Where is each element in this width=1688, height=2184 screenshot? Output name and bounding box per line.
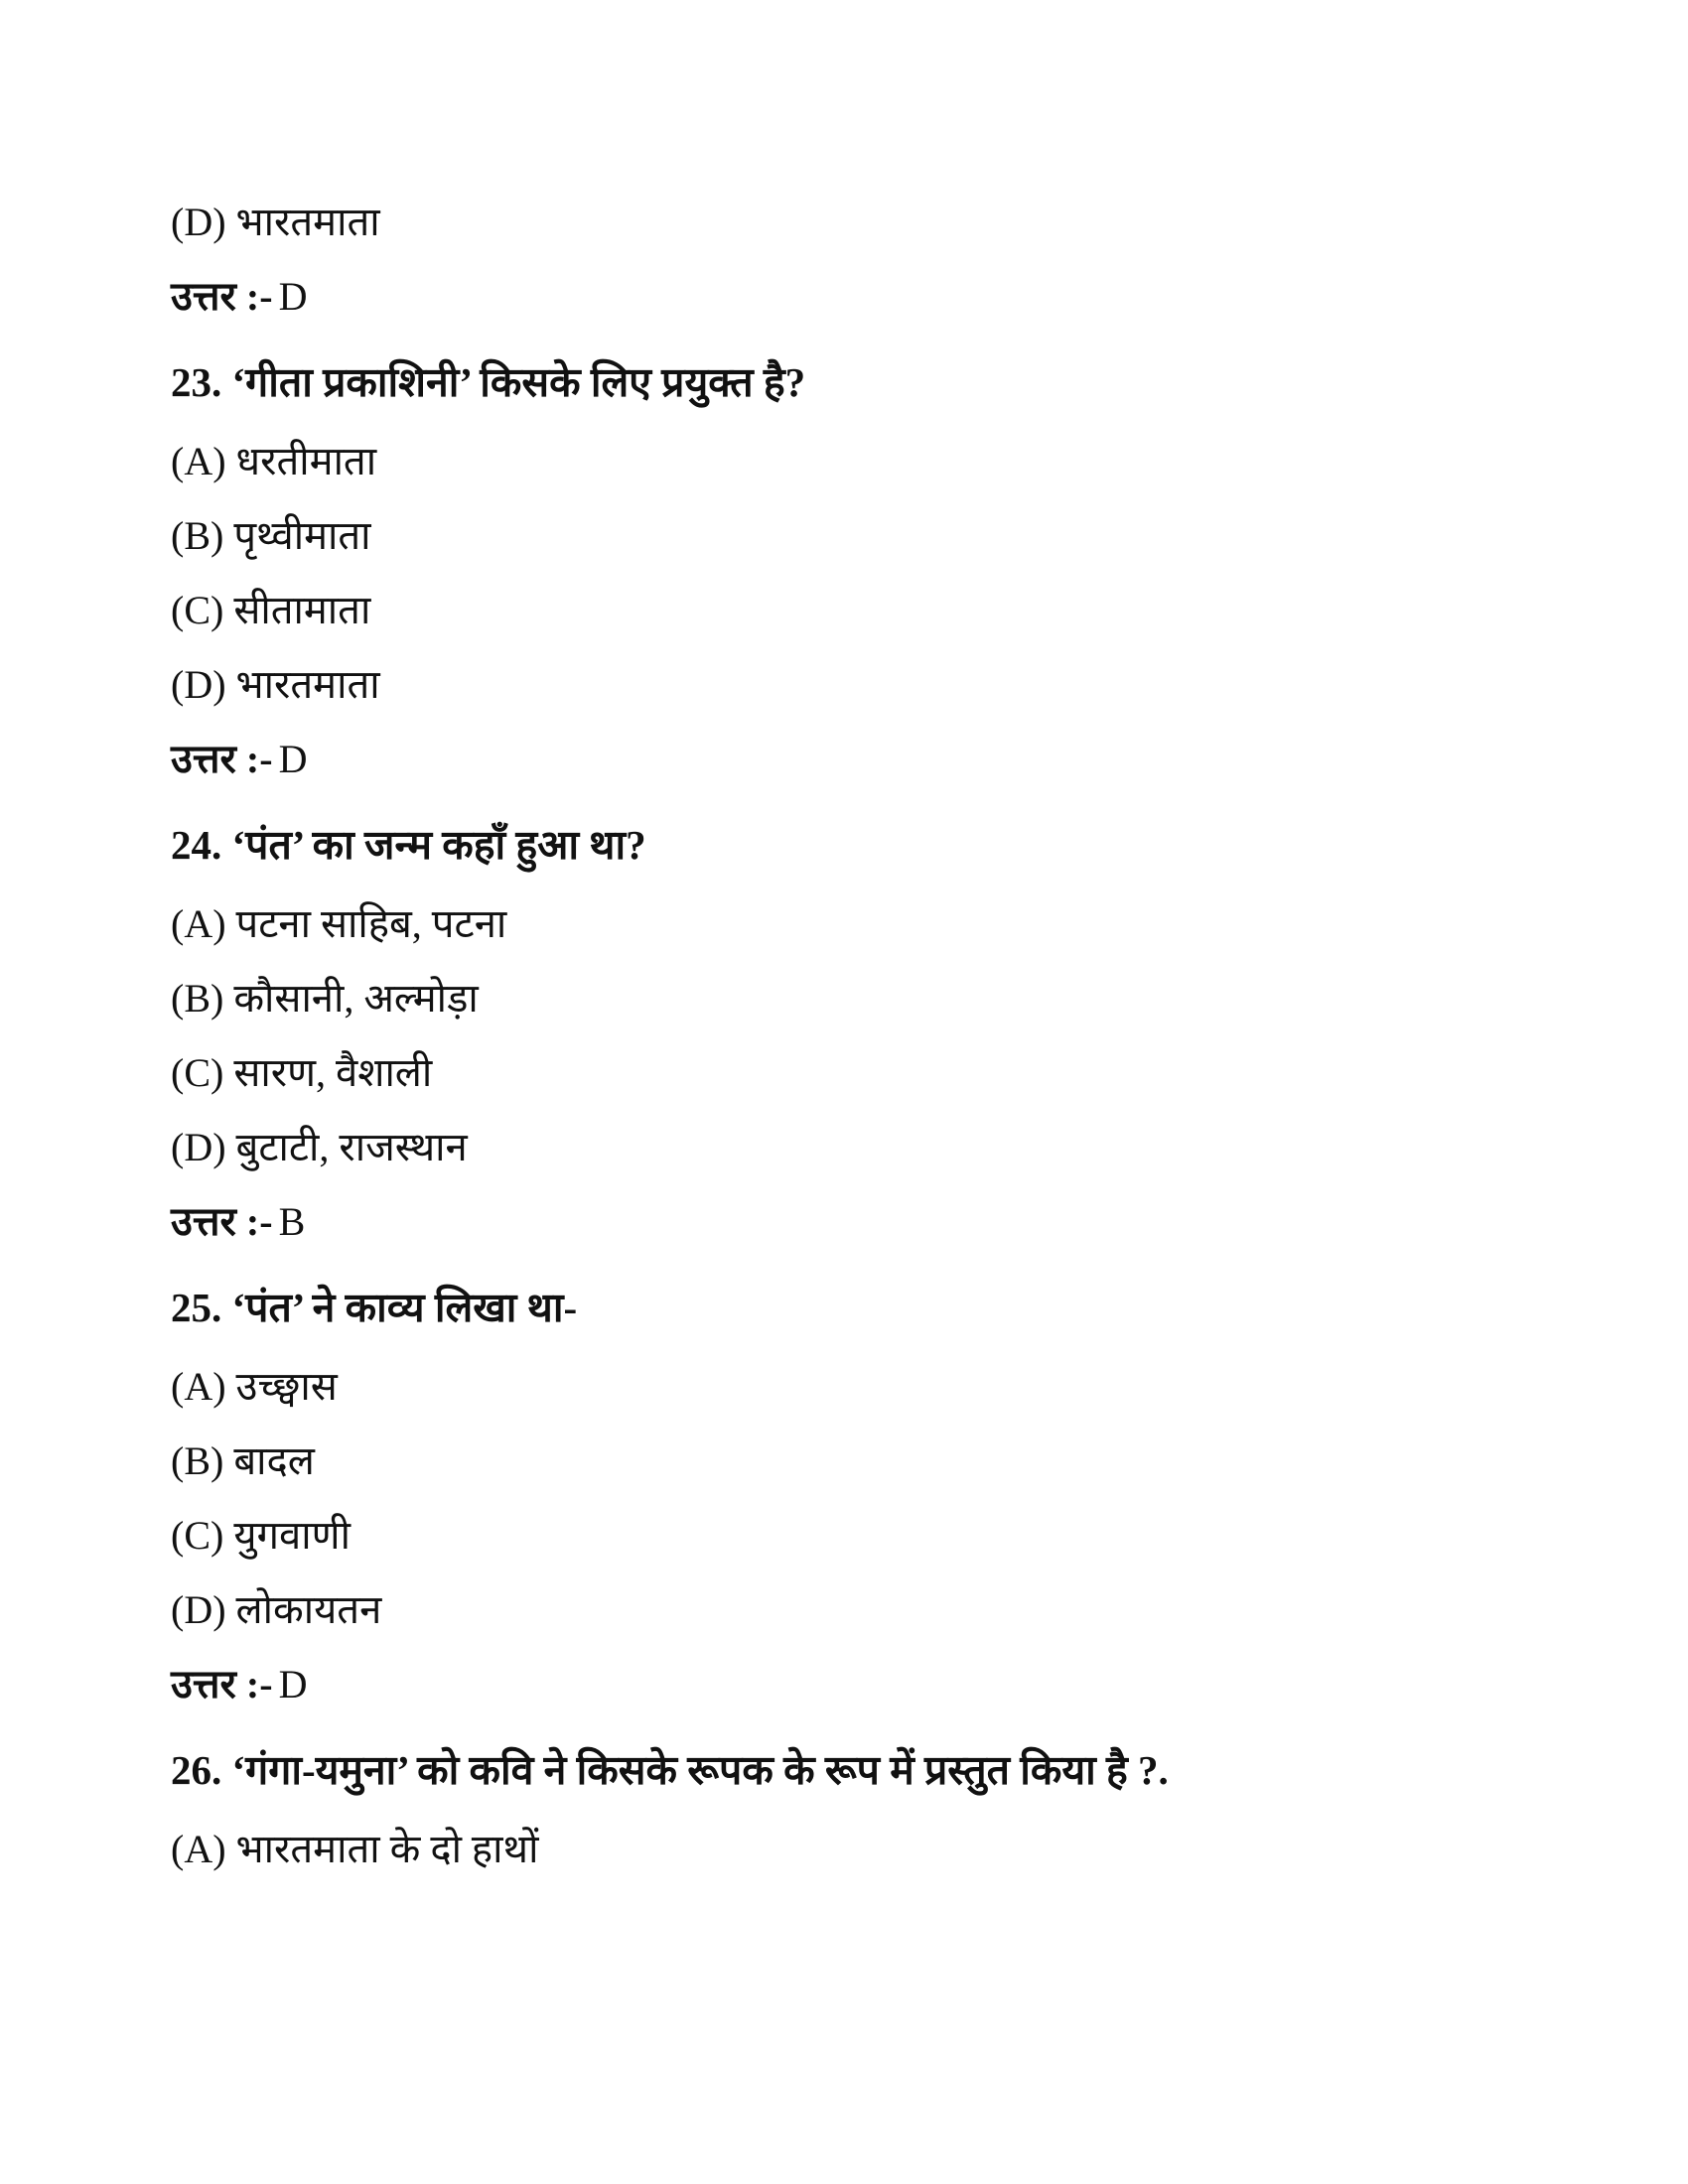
option-a — [171, 1826, 1569, 1873]
question-title: 26. ‘गंगा-यमुना’ को कवि ने किसके रूपक के रूप में प्रस्तुत किया है ?. — [171, 1747, 1169, 1793]
answer-line — [171, 736, 1569, 783]
answer-label: उत्तर :- — [171, 737, 273, 781]
option-text: भारतमाता — [235, 200, 380, 244]
question-title: 25. ‘पंत’ ने काव्य लिखा था- — [171, 1285, 578, 1330]
option-letter: (A) — [171, 1827, 226, 1871]
option-letter: (D) — [171, 662, 226, 707]
option-c — [171, 1512, 1569, 1560]
option-letter: (B) — [171, 976, 224, 1021]
answer-label: उत्तर :- — [171, 1199, 273, 1244]
option-a — [171, 1363, 1569, 1411]
answer-value: D — [278, 737, 308, 781]
option-letter: (C) — [171, 588, 224, 632]
question-26-partial — [171, 1746, 1569, 1873]
option-a — [171, 438, 1569, 485]
option-text: धरतीमाता — [235, 439, 377, 483]
question-title: 24. ‘पंत’ का जन्म कहाँ हुआ था? — [171, 822, 646, 868]
option-c — [171, 1049, 1569, 1097]
option-d — [171, 1586, 1569, 1634]
option-b — [171, 975, 1569, 1023]
option-text: सारण, वैशाली — [233, 1050, 433, 1095]
answer-value: D — [278, 274, 308, 319]
answer-line — [171, 273, 1569, 321]
answer-label: उत्तर :- — [171, 1662, 273, 1706]
option-text: भारतमाता के दो हाथों — [235, 1827, 539, 1871]
answer-line — [171, 1198, 1569, 1246]
option-text: सीतामाता — [233, 588, 371, 632]
option-b — [171, 1437, 1569, 1485]
option-d — [171, 661, 1569, 709]
option-a — [171, 900, 1569, 948]
answer-label: उत्तर :- — [171, 274, 273, 319]
question-22-continuation — [171, 199, 1569, 321]
answer-value: D — [278, 1662, 308, 1706]
option-letter: (A) — [171, 1364, 226, 1409]
answer-line — [171, 1661, 1569, 1708]
option-text: लोकायतन — [235, 1587, 382, 1632]
option-text: बादल — [233, 1438, 315, 1483]
option-letter: (D) — [171, 1587, 226, 1632]
option-c — [171, 587, 1569, 634]
option-letter: (B) — [171, 1438, 224, 1483]
question-24 — [171, 821, 1569, 1246]
option-text: पृथ्वीमाता — [233, 513, 371, 558]
option-letter: (C) — [171, 1513, 224, 1558]
answer-value: B — [278, 1199, 306, 1244]
option-text: बुटाटी, राजस्थान — [235, 1125, 468, 1169]
option-letter: (C) — [171, 1050, 224, 1095]
question-23 — [171, 358, 1569, 783]
option-b — [171, 512, 1569, 560]
option-letter: (D) — [171, 200, 226, 244]
option-text: कौसानी, अल्मोड़ा — [233, 976, 479, 1021]
question-25 — [171, 1284, 1569, 1708]
question-title: 23. ‘गीता प्रकाशिनी’ किसके लिए प्रयुक्त है? — [171, 359, 806, 405]
option-letter: (A) — [171, 901, 226, 946]
option-text: उच्छ्वास — [235, 1364, 338, 1409]
option-d — [171, 199, 1569, 246]
option-text: युगवाणी — [233, 1513, 351, 1558]
option-text: पटना साहिब, पटना — [235, 901, 507, 946]
option-text: भारतमाता — [235, 662, 380, 707]
option-letter: (A) — [171, 439, 226, 483]
option-d — [171, 1124, 1569, 1171]
option-letter: (D) — [171, 1125, 226, 1169]
option-letter: (B) — [171, 513, 224, 558]
